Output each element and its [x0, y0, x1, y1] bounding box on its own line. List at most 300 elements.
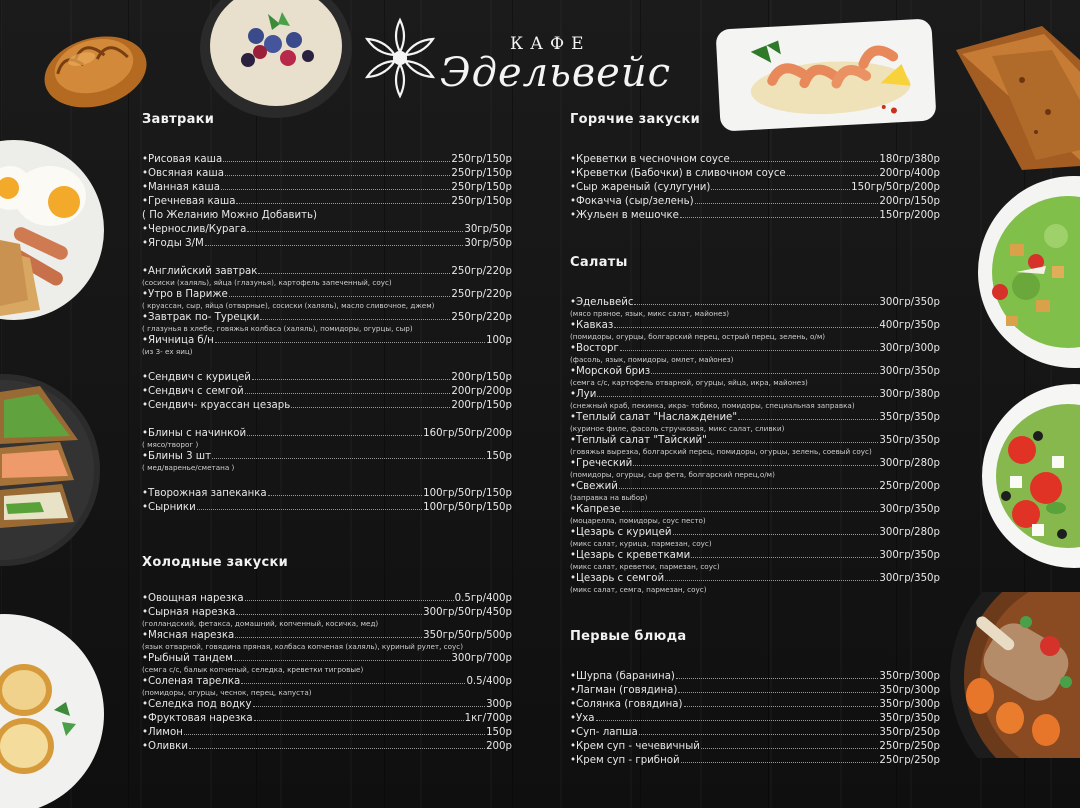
menu-item: [570, 549, 940, 572]
menu-item-price: 300гр/300р: [879, 343, 940, 354]
menu-item: [142, 223, 512, 237]
menu-item-name: •Гречневая каша: [142, 196, 236, 207]
dot-leader: [291, 407, 450, 408]
menu-item-price: 160гр/50гр/200р: [423, 428, 512, 439]
menu-item-name: •Цезарь с креветками: [570, 550, 691, 561]
soups-list: [570, 670, 940, 768]
menu-item-price: 350гр/300р: [879, 671, 940, 682]
menu-item-name: •Блины 3 шт: [142, 451, 212, 462]
menu-item: [570, 342, 940, 365]
menu-item-price: 150р: [486, 727, 512, 738]
menu-item-name: •Сендвич с семгой: [142, 386, 244, 397]
dot-leader: [711, 189, 850, 190]
menu-item-row: [142, 153, 512, 167]
edelweiss-flower-icon: [358, 16, 442, 100]
menu-item-description: ( глазунья в хлебе, говяжья колбаса (халяль), помидоры, огурцы, сыр): [142, 324, 413, 333]
menu-item-row: [142, 223, 512, 237]
menu-item-price: 300гр/350р: [879, 366, 940, 377]
menu-item-description: (микс салат, семга, пармезан, соус): [570, 585, 707, 594]
caesar-salad-image: [966, 176, 1080, 368]
dot-leader: [189, 748, 485, 749]
dot-leader: [639, 734, 879, 735]
menu-item-price: 250гр/250р: [879, 755, 940, 766]
menu-item-name: •Сендвич с курицей: [142, 372, 251, 383]
menu-item-name: •Творожная запеканка: [142, 488, 267, 499]
dot-leader: [225, 175, 450, 176]
menu-item: [570, 526, 940, 549]
menu-item: [570, 740, 940, 754]
menu-item-description: (помидоры, огурцы, чеснок, перец, капуста): [142, 688, 312, 697]
dot-leader: [673, 534, 879, 535]
menu-item: [142, 371, 512, 385]
salads-list: [570, 296, 940, 595]
menu-item: [570, 434, 940, 457]
menu-item-row: [142, 237, 512, 251]
menu-item-price: 300гр/350р: [879, 504, 940, 515]
menu-item: [142, 740, 512, 754]
menu-item-price: 300гр/280р: [879, 527, 940, 538]
sandwich-plate-image: [0, 372, 100, 568]
menu-item: [142, 450, 512, 473]
dot-leader: [184, 734, 485, 735]
dot-leader: [695, 203, 879, 204]
menu-item-row: [570, 167, 940, 181]
menu-item-name: •Мясная нарезка: [142, 630, 235, 641]
oatmeal-berries-image: [198, 0, 354, 118]
menu-column-right: [570, 112, 940, 768]
menu-item: [142, 399, 512, 413]
menu-item-row: [570, 434, 940, 448]
menu-item-price: 350гр/350р: [879, 435, 940, 446]
logo-cafe-name: Эдельвейс: [440, 50, 671, 96]
menu-item-row: [570, 726, 940, 740]
menu-item: [570, 167, 940, 181]
menu-item-row: [142, 427, 512, 441]
menu-item-price: 250гр/150р: [451, 154, 512, 165]
menu-item-price: 150р: [486, 451, 512, 462]
menu-item-price: 300гр/380р: [879, 389, 940, 400]
menu-item-description: ( мед/варенье/сметана ): [142, 463, 235, 472]
menu-item-name: •Рыбный тандем: [142, 653, 233, 664]
menu-item: [570, 457, 940, 480]
menu-item-name: •Фруктовая нарезка: [142, 713, 253, 724]
menu-item-name: •Теплый салат "Наслаждение": [570, 412, 738, 423]
menu-item-price: 200гр/150р: [451, 372, 512, 383]
menu-item-name: •Солянка (говядина): [570, 699, 683, 710]
menu-item-name: •Блины с начинкой: [142, 428, 247, 439]
menu-item-row: [570, 319, 940, 333]
dot-leader: [212, 458, 485, 459]
dot-leader: [680, 217, 879, 218]
menu-item-name: •Лимон: [142, 727, 183, 738]
dot-leader: [223, 161, 450, 162]
dot-leader: [738, 419, 878, 420]
menu-item-description: (помидоры, огурцы, болгарский перец, острый перец, зелень, о/м): [570, 332, 826, 341]
menu-item: [570, 712, 940, 726]
menu-item-name: •Манная каша: [142, 182, 220, 193]
section-title-cold: Холодные закуски: [142, 555, 289, 570]
menu-item-name: •Уха: [570, 713, 595, 724]
dot-leader: [596, 720, 879, 721]
menu-item-price: 150гр/200р: [879, 210, 940, 221]
menu-item-row: [570, 480, 940, 494]
menu-item-row: [570, 670, 940, 684]
menu-item: [142, 311, 512, 334]
menu-item: [142, 606, 512, 629]
dot-leader: [235, 637, 422, 638]
dot-leader: [260, 319, 450, 320]
menu-item: [142, 209, 512, 223]
menu-item-row: [570, 296, 940, 310]
dot-leader: [253, 706, 486, 707]
croissant-image: [30, 6, 160, 134]
menu-item-description: (микс салат, креветки, пармезан, соус): [570, 562, 720, 571]
menu-item: [142, 167, 512, 181]
menu-item-row: [570, 740, 940, 754]
dot-leader: [245, 600, 454, 601]
menu-item: [570, 388, 940, 411]
menu-item-name: •Крем суп - чечевичный: [570, 741, 700, 752]
dot-leader: [234, 660, 451, 661]
menu-item-price: 250гр/150р: [451, 168, 512, 179]
menu-item-row: [142, 167, 512, 181]
menu-item-price: 350гр/350р: [879, 412, 940, 423]
menu-item: [570, 296, 940, 319]
menu-item-row: [570, 195, 940, 209]
menu-item: [570, 181, 940, 195]
menu-item-row: [142, 450, 512, 464]
dot-leader: [197, 509, 422, 510]
dot-leader: [681, 762, 879, 763]
dot-leader: [254, 720, 464, 721]
menu-item: [570, 365, 940, 388]
menu-item: [570, 153, 940, 167]
dot-leader: [676, 678, 878, 679]
dot-leader: [614, 327, 878, 328]
menu-item-row: [142, 629, 512, 643]
menu-item-description: (мясо пряное, язык, микс салат, майонез): [570, 309, 730, 318]
menu-item-name: •Кавказ: [570, 320, 614, 331]
syrniki-plate-image: [0, 614, 106, 808]
menu-item-name: •Ягоды З/М: [142, 238, 204, 249]
dot-leader: [651, 373, 878, 374]
dot-leader: [241, 683, 465, 684]
menu-item-row: [570, 411, 940, 425]
menu-item-row: [570, 572, 940, 586]
dot-leader: [684, 706, 879, 707]
menu-item-price: 100гр/50гр/150р: [423, 488, 512, 499]
menu-item-row: [142, 371, 512, 385]
menu-item-name: •Рисовая каша: [142, 154, 223, 165]
menu-item-description: (фасоль, язык, помидоры, омлет, майонез): [570, 355, 734, 364]
menu-item-description: (язык отварной, говядина пряная, колбаса копченая (халяль), куриный рулет, соус): [142, 642, 464, 651]
menu-item: [142, 334, 512, 357]
menu-item: [570, 670, 940, 684]
menu-item-price: 250гр/220р: [451, 266, 512, 277]
dot-leader: [633, 465, 878, 466]
menu-item-description: ( круассан, сыр, яйца (отварные), сосиски (халяль), масло сливочное, джем): [142, 301, 435, 310]
menu-item: [142, 237, 512, 251]
menu-item: [570, 319, 940, 342]
menu-item-name: •Восторг: [570, 343, 619, 354]
dot-leader: [221, 189, 450, 190]
menu-item-price: 350гр/350р: [879, 713, 940, 724]
dot-leader: [258, 273, 450, 274]
menu-item-name: •Яичница б/н: [142, 335, 214, 346]
menu-item: [142, 501, 512, 515]
menu-item-name: •Шурпа (баранина): [570, 671, 675, 682]
menu-item-row: [570, 712, 940, 726]
dot-leader: [701, 748, 879, 749]
menu-item-name: •Эдельвейс: [570, 297, 634, 308]
menu-item: [142, 652, 512, 675]
menu-item-price: 300гр/50гр/450р: [423, 607, 512, 618]
menu-item-price: 200гр/150р: [879, 196, 940, 207]
menu-item-row: [142, 592, 512, 606]
menu-item-description: (сосиски (халяль), яйца (глазунья), картофель запеченный, соус): [142, 278, 392, 287]
menu-item-row: [142, 181, 512, 195]
menu-item-row: [570, 181, 940, 195]
menu-item-row: [142, 726, 512, 740]
menu-item-row: [142, 195, 512, 209]
shurpa-soup-image: [946, 592, 1080, 758]
dot-leader: [252, 379, 450, 380]
menu-item: [570, 726, 940, 740]
menu-item-price: 250гр/200р: [879, 481, 940, 492]
menu-item-name: •Морской бриз: [570, 366, 651, 377]
dot-leader: [678, 692, 878, 693]
menu-item-price: 300гр/350р: [879, 573, 940, 584]
menu-item: [142, 675, 512, 698]
menu-spacer: [142, 473, 512, 487]
menu-item-description: (моцарелла, помидоры, соус песто): [570, 516, 706, 525]
menu-item: [142, 181, 512, 195]
menu-item: [142, 629, 512, 652]
menu-item-name: •Сендвич- круассан цезарь: [142, 400, 291, 411]
menu-item-name: •Селедка под водку: [142, 699, 252, 710]
breakfast-list: [142, 153, 512, 515]
menu-item-name: •Суп- лапша: [570, 727, 638, 738]
menu-spacer: [142, 357, 512, 371]
menu-item-price: 180гр/380р: [879, 154, 940, 165]
menu-item: [570, 698, 940, 712]
menu-item-name: •Теплый салат "Тайский": [570, 435, 707, 446]
menu-item: [570, 195, 940, 209]
menu-item-name: •Оливки: [142, 741, 188, 752]
menu-item-name: •Свежий: [570, 481, 618, 492]
menu-item-description: (голландский, фетакса, домашний, копченный, косичка, мед): [142, 619, 379, 628]
menu-item-price: 300гр/700р: [451, 653, 512, 664]
menu-item-description: (снежный краб, пекинка, икра- тобико, помидоры, специальная заправка): [570, 401, 855, 410]
menu-item-name: •Фокачча (сыр/зелень): [570, 196, 694, 207]
menu-item-row: [142, 652, 512, 666]
menu-item-name: •Цезарь с курицей: [570, 527, 672, 538]
menu-item-description: (семга с/с, балык копченый, селедка, креветки тигровые): [142, 665, 364, 674]
menu-note: ( По Желанию Можно Добавить): [142, 210, 318, 221]
menu-item-row: [570, 549, 940, 563]
menu-item-description: (микс салат, курица, пармезан, соус): [570, 539, 712, 548]
menu-item-description: (говяжья вырезка, болгарский перец, помидоры, огурцы, зелень, соевый соус): [570, 447, 872, 456]
menu-item-price: 30гр/50р: [464, 238, 512, 249]
fried-eggs-plate-image: [0, 140, 104, 322]
hot-list: [570, 153, 940, 223]
cafe-logo: [358, 12, 688, 102]
menu-item: [570, 684, 940, 698]
dot-leader: [619, 488, 879, 489]
menu-item-row: [570, 365, 940, 379]
menu-item-name: •Сырная нарезка: [142, 607, 236, 618]
dot-leader: [236, 203, 450, 204]
menu-item-price: 350гр/300р: [879, 699, 940, 710]
menu-item: [142, 265, 512, 288]
menu-item: [142, 592, 512, 606]
menu-item-price: 200гр/150р: [451, 400, 512, 411]
greek-salad-image: [966, 384, 1080, 568]
menu-item-price: 100гр/50гр/150р: [423, 502, 512, 513]
menu-item-price: 300гр/350р: [879, 297, 940, 308]
dot-leader: [205, 245, 464, 246]
menu-item-row: [142, 265, 512, 279]
menu-item: [142, 153, 512, 167]
menu-item-name: •Капрезе: [570, 504, 621, 515]
menu-item-price: 350гр/300р: [879, 685, 940, 696]
dot-leader: [665, 580, 878, 581]
menu-item: [570, 411, 940, 434]
menu-item-price: 0.5/400р: [466, 676, 512, 687]
menu-item-row: [570, 684, 940, 698]
menu-item-row: [570, 388, 940, 402]
menu-item: [142, 195, 512, 209]
menu-item-name: •Креветки в чесночном соусе: [570, 154, 730, 165]
section-title-hot: Горячие закуски: [570, 112, 701, 127]
dot-leader: [245, 393, 451, 394]
menu-item-row: [570, 754, 940, 768]
menu-item-name: •Овсяная каша: [142, 168, 224, 179]
menu-item-description: (заправка на выбор): [570, 493, 648, 502]
menu-item-row: [570, 457, 940, 471]
menu-item-price: 1кг/700р: [464, 713, 512, 724]
menu-item-description: (из 3- ex яиц): [142, 347, 193, 356]
menu-item-name: •Греческий: [570, 458, 633, 469]
menu-item-row: [142, 311, 512, 325]
pancakes-image: [952, 20, 1080, 170]
menu-item-row: [142, 385, 512, 399]
menu-item-name: •Английский завтрак: [142, 266, 258, 277]
logo-kafe-text: КАФЕ: [510, 34, 591, 54]
menu-item-row: [570, 342, 940, 356]
menu-item-row: [142, 712, 512, 726]
menu-item-name: •Завтрак по- Турецки: [142, 312, 260, 323]
dot-leader: [268, 495, 423, 496]
menu-spacer: [142, 413, 512, 427]
menu-item-price: 350гр/50гр/500р: [423, 630, 512, 641]
menu-item-name: •Лагман (говядина): [570, 685, 678, 696]
menu-item-price: 300гр/350р: [879, 550, 940, 561]
menu-column-left: [142, 112, 512, 754]
menu-item-name: •Сырники: [142, 502, 196, 513]
menu-item: [142, 487, 512, 501]
menu-item: [570, 480, 940, 503]
menu-item: [142, 288, 512, 311]
dot-leader: [691, 557, 878, 558]
menu-item-row: [142, 675, 512, 689]
menu-item-price: 100р: [486, 335, 512, 346]
menu-item-price: 200р: [486, 741, 512, 752]
menu-item-description: (семга с/с, картофель отварной, огурцы, яйца, икра, майонез): [570, 378, 808, 387]
menu-item: [142, 712, 512, 726]
menu-item-description: (куриное филе, фасоль стручковая, микс салат, сливки): [570, 424, 785, 433]
menu-item-name: •Жульен в мешочке: [570, 210, 679, 221]
dot-leader: [622, 511, 879, 512]
menu-item-name: •Сыр жареный (сулугуни): [570, 182, 711, 193]
menu-item-row: [142, 501, 512, 515]
menu-item: [142, 427, 512, 450]
dot-leader: [708, 442, 879, 443]
menu-item: [142, 698, 512, 712]
menu-item: [570, 503, 940, 526]
dot-leader: [229, 296, 451, 297]
menu-item-price: 150гр/50гр/200р: [851, 182, 940, 193]
menu-item-price: 200гр/400р: [879, 168, 940, 179]
menu-item-price: 250гр/150р: [451, 196, 512, 207]
menu-item-name: •Соленая тарелка: [142, 676, 241, 687]
menu-item-row: [142, 399, 512, 413]
menu-item-description: (помидоры, огурцы, сыр фета, болгарский перец,о/м): [570, 470, 775, 479]
menu-item-price: 200гр/200р: [451, 386, 512, 397]
menu-item-price: 300гр/280р: [879, 458, 940, 469]
menu-item-name: •Утро в Париже: [142, 289, 228, 300]
menu-item-row: [570, 153, 940, 167]
dot-leader: [236, 614, 422, 615]
menu-item-row: [570, 209, 940, 223]
cold-list: [142, 592, 512, 754]
menu-item: [142, 385, 512, 399]
dot-leader: [787, 175, 879, 176]
menu-item-row: [142, 740, 512, 754]
menu-item-price: 250гр/220р: [451, 312, 512, 323]
dot-leader: [247, 231, 463, 232]
section-title-soups: Первые блюда: [570, 629, 687, 644]
menu-item: [570, 572, 940, 595]
menu-item: [142, 726, 512, 740]
dot-leader: [247, 435, 422, 436]
dot-leader: [731, 161, 879, 162]
menu-item-price: 400гр/350р: [879, 320, 940, 331]
menu-item-name: •Крем суп - грибной: [570, 755, 680, 766]
section-title-salads: Салаты: [570, 255, 628, 270]
menu-item-price: 250гр/220р: [451, 289, 512, 300]
menu-item-name: •Креветки (Бабочки) в сливочном соусе: [570, 168, 786, 179]
menu-item-name: •Цезарь с семгой: [570, 573, 665, 584]
dot-leader: [597, 396, 878, 397]
menu-item-name: •Чернослив/Курага: [142, 224, 247, 235]
menu-item-row: [142, 288, 512, 302]
menu-item-description: ( мясо/творог ): [142, 440, 199, 449]
menu-item-row: [570, 503, 940, 517]
menu-item-row: [570, 526, 940, 540]
menu-item-name: •Луи: [570, 389, 597, 400]
menu-item-row: [142, 698, 512, 712]
menu-item-row: [142, 487, 512, 501]
menu-item-price: 30гр/50р: [464, 224, 512, 235]
menu-item-name: •Овощная нарезка: [142, 593, 244, 604]
menu-item-price: 250гр/150р: [451, 182, 512, 193]
menu-item-row: [570, 698, 940, 712]
dot-leader: [620, 350, 879, 351]
dot-leader: [634, 304, 878, 305]
menu-item-price: 0.5гр/400р: [454, 593, 512, 604]
menu-item-price: 250гр/250р: [879, 741, 940, 752]
